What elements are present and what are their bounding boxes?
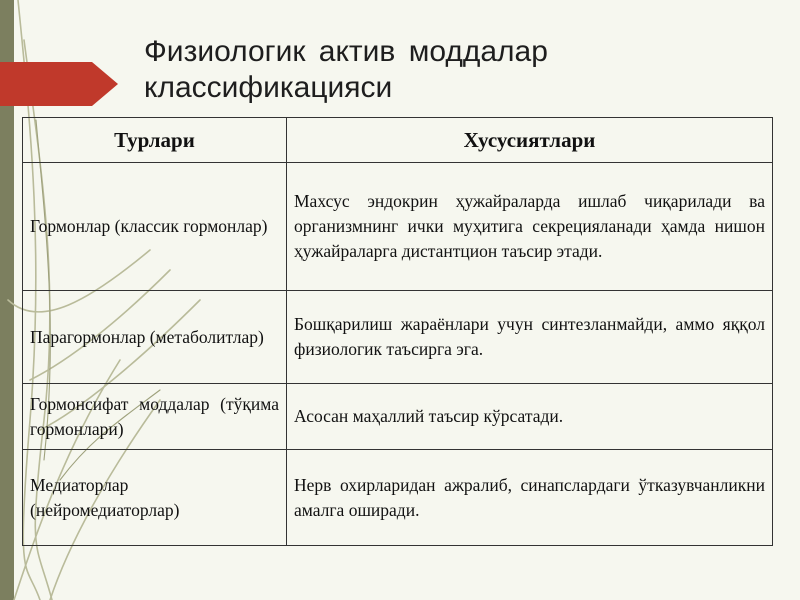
- table-row: [23, 384, 773, 450]
- table-header-row: [23, 118, 773, 163]
- cell-property: Махсус эндокрин ҳужайраларда ишлаб чиқарилади ва организмнинг ички муҳитига секрецияланади ҳамда нишон ҳужайраларга дистантцион таъсир этади.: [287, 163, 773, 291]
- header-types: Турлари: [23, 118, 287, 163]
- cell-property: Нерв охирларидан ажралиб, синапслардаги ўтказувчанликни амалга оширади.: [287, 450, 773, 546]
- table-row: [23, 450, 773, 546]
- title-line-2: классификацияси: [144, 71, 393, 104]
- red-arrow-shape: [0, 62, 118, 106]
- title-line-1: Физиологик актив моддалар: [144, 35, 548, 68]
- classification-table: [22, 117, 773, 546]
- header-properties: Хусусиятлари: [287, 118, 773, 163]
- cell-type: Парагормонлар (метаболитлар): [23, 291, 287, 384]
- table-row: [23, 291, 773, 384]
- slide-title: [144, 34, 744, 106]
- cell-type: Медиаторлар (нейромедиаторлар): [23, 450, 287, 546]
- cell-property: Бошқарилиш жараёнлари учун синтезланмайди, аммо яққол физиологик таъсирга эга.: [287, 291, 773, 384]
- table-row: [23, 163, 773, 291]
- cell-property: Асосан маҳаллий таъсир кўрсатади.: [287, 384, 773, 450]
- cell-type: Гормонсифат моддалар (тўқима гормонлари): [23, 384, 287, 450]
- cell-type: Гормонлар (классик гормонлар): [23, 163, 287, 291]
